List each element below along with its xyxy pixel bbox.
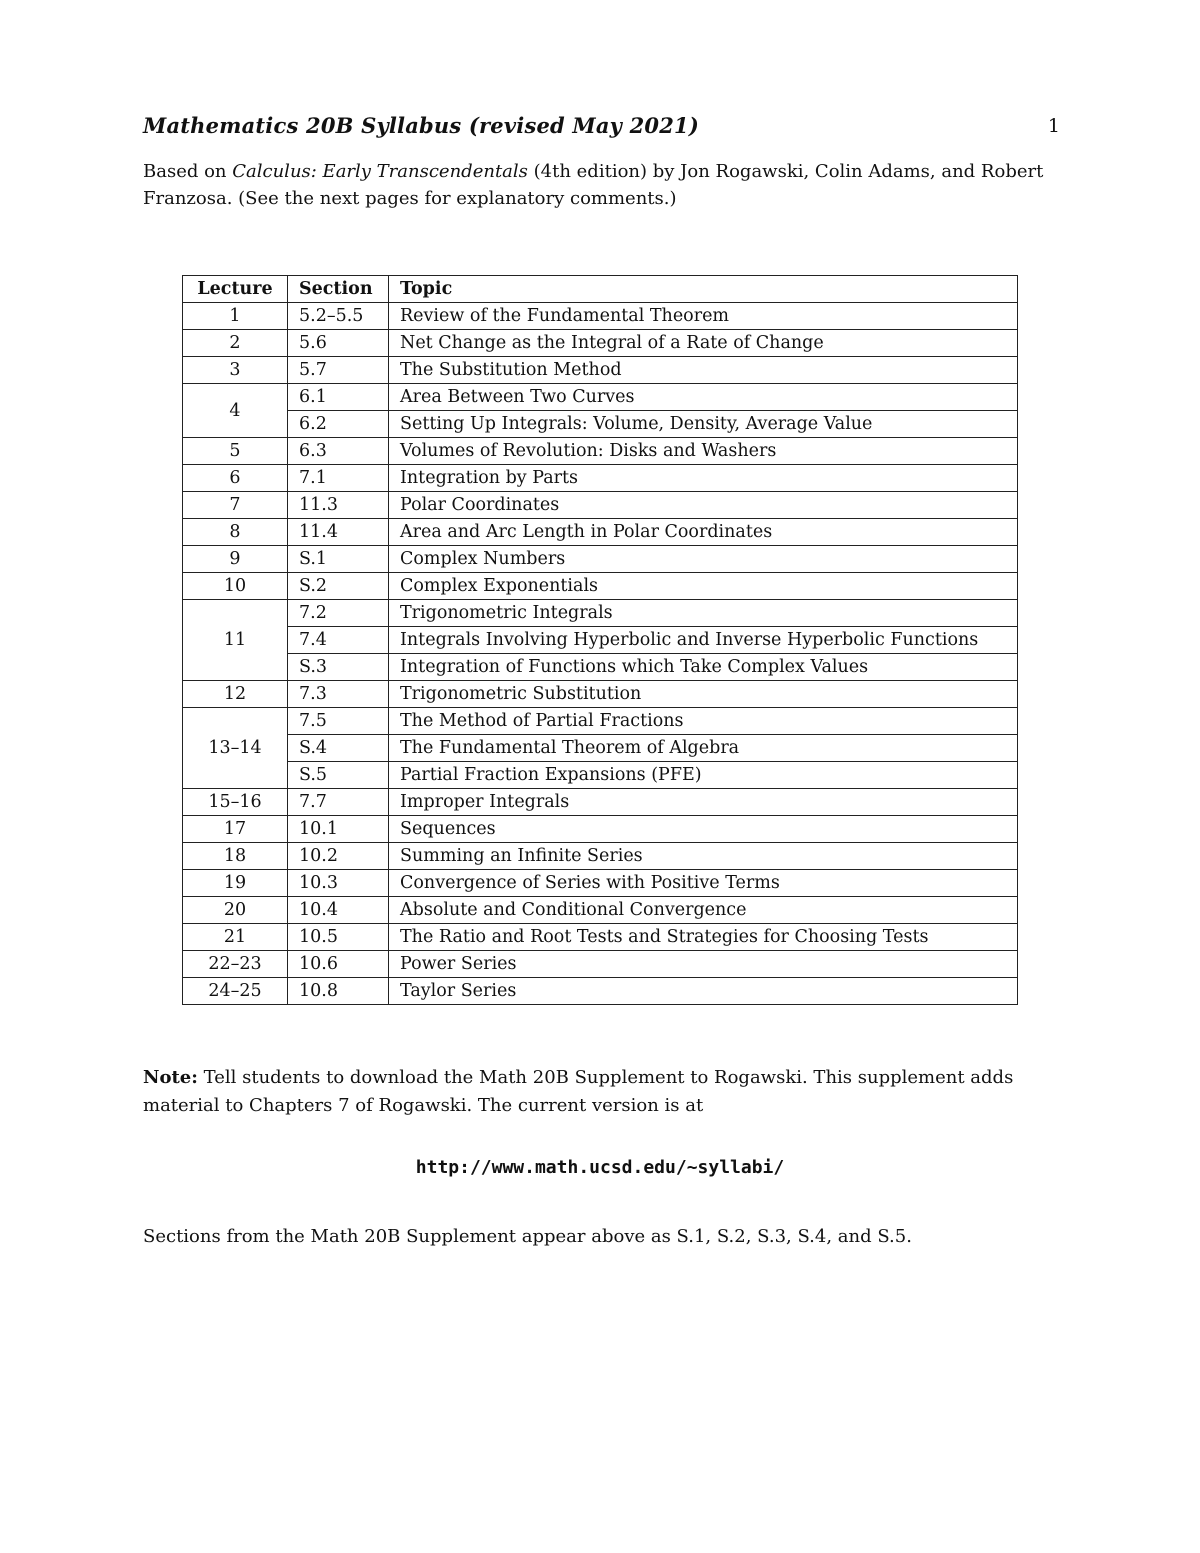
page-number: 1 bbox=[1047, 115, 1060, 137]
topic-cell: The Ratio and Root Tests and Strategies for Choosing Tests bbox=[389, 924, 1018, 951]
header-lecture: Lecture bbox=[183, 276, 288, 303]
table-header-row bbox=[183, 276, 1018, 303]
table-row bbox=[183, 303, 1018, 330]
table-row bbox=[183, 978, 1018, 1005]
lecture-cell: 12 bbox=[183, 681, 288, 708]
lecture-cell: 15–16 bbox=[183, 789, 288, 816]
lecture-cell: 5 bbox=[183, 438, 288, 465]
lecture-cell: 20 bbox=[183, 897, 288, 924]
topic-cell: Power Series bbox=[389, 951, 1018, 978]
section-cell: 10.2 bbox=[288, 843, 389, 870]
topic-cell: Volumes of Revolution: Disks and Washers bbox=[389, 438, 1018, 465]
table-row bbox=[183, 681, 1018, 708]
table-row bbox=[183, 492, 1018, 519]
table-row bbox=[183, 627, 1018, 654]
topic-cell: Partial Fraction Expansions (PFE) bbox=[389, 762, 1018, 789]
lecture-cell: 19 bbox=[183, 870, 288, 897]
book-title: Calculus: Early Transcendentals bbox=[232, 161, 528, 182]
table-row bbox=[183, 870, 1018, 897]
table-row bbox=[183, 789, 1018, 816]
topic-cell: Integrals Involving Hyperbolic and Inverse Hyperbolic Functions bbox=[389, 627, 1018, 654]
section-cell: 7.3 bbox=[288, 681, 389, 708]
topic-cell: Area Between Two Curves bbox=[389, 384, 1018, 411]
lecture-cell: 4 bbox=[183, 384, 288, 438]
table-row bbox=[183, 465, 1018, 492]
section-cell: 7.7 bbox=[288, 789, 389, 816]
lecture-cell: 7 bbox=[183, 492, 288, 519]
page-title: Mathematics 20B Syllabus (revised May 2021) bbox=[143, 113, 699, 138]
topic-cell: Net Change as the Integral of a Rate of Change bbox=[389, 330, 1018, 357]
section-cell: 7.1 bbox=[288, 465, 389, 492]
topic-cell: Complex Numbers bbox=[389, 546, 1018, 573]
note-paragraph bbox=[143, 1064, 1063, 1120]
section-cell: 7.2 bbox=[288, 600, 389, 627]
topic-cell: Polar Coordinates bbox=[389, 492, 1018, 519]
table-row bbox=[183, 519, 1018, 546]
section-cell: 6.1 bbox=[288, 384, 389, 411]
section-cell: 11.4 bbox=[288, 519, 389, 546]
header-section: Section bbox=[288, 276, 389, 303]
table-row bbox=[183, 897, 1018, 924]
lecture-cell: 18 bbox=[183, 843, 288, 870]
topic-cell: Review of the Fundamental Theorem bbox=[389, 303, 1018, 330]
header-topic: Topic bbox=[389, 276, 1018, 303]
lecture-cell: 21 bbox=[183, 924, 288, 951]
table-row bbox=[183, 411, 1018, 438]
lecture-cell: 3 bbox=[183, 357, 288, 384]
topic-cell: Trigonometric Substitution bbox=[389, 681, 1018, 708]
lecture-cell: 1 bbox=[183, 303, 288, 330]
lecture-cell: 9 bbox=[183, 546, 288, 573]
section-cell: S.3 bbox=[288, 654, 389, 681]
page-header bbox=[143, 113, 1060, 147]
note-text: Tell students to download the Math 20B Supplement to Rogawski. This supplement adds material to Chapters 7 of Rogawski. The current version is at bbox=[143, 1067, 1014, 1116]
table-row bbox=[183, 708, 1018, 735]
section-cell: 10.8 bbox=[288, 978, 389, 1005]
section-cell: 5.7 bbox=[288, 357, 389, 384]
intro-paragraph bbox=[143, 158, 1063, 212]
section-cell: S.4 bbox=[288, 735, 389, 762]
table-row bbox=[183, 924, 1018, 951]
section-cell: 7.5 bbox=[288, 708, 389, 735]
topic-cell: Improper Integrals bbox=[389, 789, 1018, 816]
table-row bbox=[183, 816, 1018, 843]
lecture-cell: 8 bbox=[183, 519, 288, 546]
table-row bbox=[183, 330, 1018, 357]
lecture-cell: 24–25 bbox=[183, 978, 288, 1005]
section-cell: 11.3 bbox=[288, 492, 389, 519]
topic-cell: The Fundamental Theorem of Algebra bbox=[389, 735, 1018, 762]
topic-cell: Integration by Parts bbox=[389, 465, 1018, 492]
topic-cell: Integration of Functions which Take Complex Values bbox=[389, 654, 1018, 681]
syllabus-table bbox=[182, 275, 1018, 1005]
topic-cell: Sequences bbox=[389, 816, 1018, 843]
topic-cell: Summing an Infinite Series bbox=[389, 843, 1018, 870]
topic-cell: Taylor Series bbox=[389, 978, 1018, 1005]
table-row bbox=[183, 843, 1018, 870]
section-cell: 7.4 bbox=[288, 627, 389, 654]
section-cell: 10.1 bbox=[288, 816, 389, 843]
topic-cell: The Method of Partial Fractions bbox=[389, 708, 1018, 735]
table-row bbox=[183, 600, 1018, 627]
section-cell: 5.2–5.5 bbox=[288, 303, 389, 330]
lecture-cell: 11 bbox=[183, 600, 288, 681]
topic-cell: Absolute and Conditional Convergence bbox=[389, 897, 1018, 924]
sections-note: Sections from the Math 20B Supplement appear above as S.1, S.2, S.3, S.4, and S.5. bbox=[143, 1226, 912, 1247]
note-label: Note: bbox=[143, 1067, 198, 1088]
table-row bbox=[183, 546, 1018, 573]
lecture-cell: 2 bbox=[183, 330, 288, 357]
intro-prefix: Based on bbox=[143, 161, 233, 182]
table-row bbox=[183, 357, 1018, 384]
section-cell: 6.3 bbox=[288, 438, 389, 465]
table-row bbox=[183, 438, 1018, 465]
topic-cell: Complex Exponentials bbox=[389, 573, 1018, 600]
section-cell: 10.3 bbox=[288, 870, 389, 897]
section-cell: S.5 bbox=[288, 762, 389, 789]
lecture-cell: 22–23 bbox=[183, 951, 288, 978]
section-cell: 10.5 bbox=[288, 924, 389, 951]
lecture-cell: 10 bbox=[183, 573, 288, 600]
table-row bbox=[183, 654, 1018, 681]
table-body bbox=[183, 303, 1018, 1005]
table-row bbox=[183, 762, 1018, 789]
lecture-cell: 17 bbox=[183, 816, 288, 843]
table-row bbox=[183, 384, 1018, 411]
table-row bbox=[183, 735, 1018, 762]
section-cell: S.2 bbox=[288, 573, 389, 600]
section-cell: 10.4 bbox=[288, 897, 389, 924]
topic-cell: Setting Up Integrals: Volume, Density, Average Value bbox=[389, 411, 1018, 438]
intro-suffix: (4th edition) by Jon Rogawski, Colin Adams, and Robert Franzosa. (See the next pages for explanatory comments.) bbox=[143, 161, 1044, 209]
section-cell: 6.2 bbox=[288, 411, 389, 438]
topic-cell: Convergence of Series with Positive Terms bbox=[389, 870, 1018, 897]
topic-cell: Area and Arc Length in Polar Coordinates bbox=[389, 519, 1018, 546]
table-row bbox=[183, 951, 1018, 978]
section-cell: 10.6 bbox=[288, 951, 389, 978]
topic-cell: The Substitution Method bbox=[389, 357, 1018, 384]
section-cell: 5.6 bbox=[288, 330, 389, 357]
topic-cell: Trigonometric Integrals bbox=[389, 600, 1018, 627]
lecture-cell: 13–14 bbox=[183, 708, 288, 789]
table-row bbox=[183, 573, 1018, 600]
lecture-cell: 6 bbox=[183, 465, 288, 492]
section-cell: S.1 bbox=[288, 546, 389, 573]
supplement-url[interactable]: http://www.math.ucsd.edu/~syllabi/ bbox=[415, 1157, 785, 1178]
